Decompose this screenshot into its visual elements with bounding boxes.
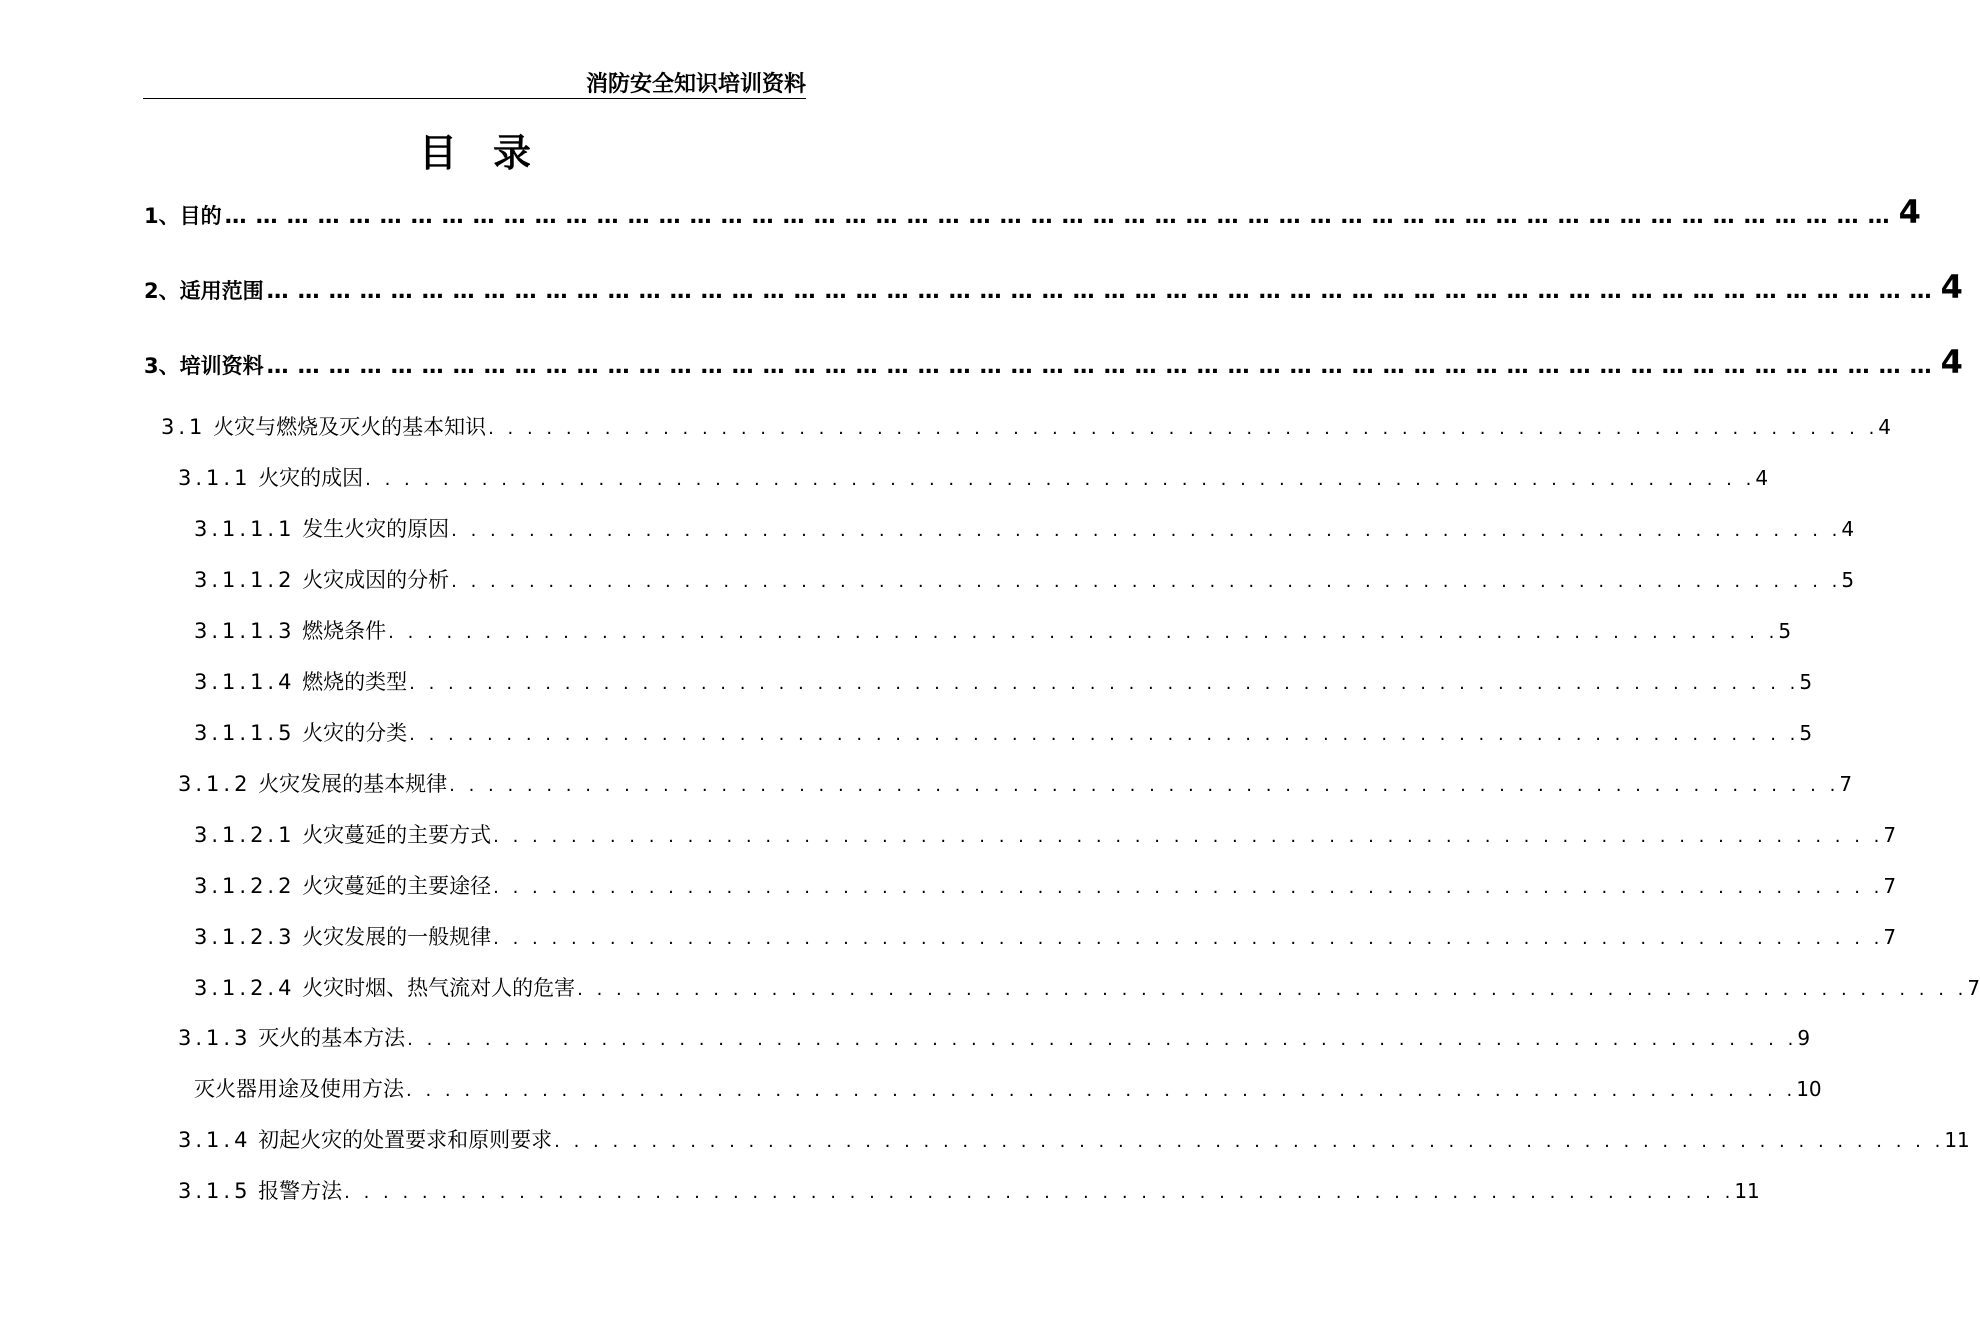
toc-entry-number: 3、 — [144, 354, 180, 378]
dot-leader: . . . . . . . . . . . . . . . . . . . . . . . . . . . . . . . . . . . . . . . . . . . . . . . . . . . . . . . . . . . . . . . . . . . . . . . . — [493, 928, 1884, 949]
toc-entry-number: 3.1.1.5 — [194, 721, 296, 745]
toc-entry-text: 报警方法 — [258, 1179, 343, 1203]
toc-entry-page: 9 — [1797, 1026, 1811, 1050]
toc-entry[interactable] — [194, 921, 1897, 953]
dot-leader: . . . . . . . . . . . . . . . . . . . . . . . . . . . . . . . . . . . . . . . . . . . . . . . . . . . . . . . . . . . . . . . . . . . . . . . . — [488, 418, 1879, 439]
dot-leader: ……………………………………………………………………………………………………………………………………………… — [224, 204, 1899, 229]
toc-entry-number: 3.1.1 — [178, 466, 252, 490]
toc-entry[interactable] — [178, 1175, 1760, 1207]
toc-entry[interactable] — [194, 1073, 1822, 1105]
toc-entry-page: 4 — [1755, 466, 1769, 490]
toc-entry-text: 火灾时烟、热气流对人的危害 — [302, 976, 576, 1000]
toc-entry-number: 3.1.5 — [178, 1179, 252, 1203]
toc-entry-page: 7 — [1883, 823, 1897, 847]
toc-entry-page: 4 — [1898, 193, 1921, 231]
toc-entry-text: 火灾的分类 — [302, 721, 408, 745]
toc-entry-number: 3.1.1.2 — [194, 568, 296, 592]
toc-entry-number: 3.1 — [161, 415, 207, 439]
dot-leader: . . . . . . . . . . . . . . . . . . . . . . . . . . . . . . . . . . . . . . . . . . . . . . . . . . . . . . . . . . . . . . . . . . . . . . . . — [365, 469, 1756, 490]
toc-entry-page: 11 — [1734, 1179, 1760, 1203]
toc-title: 目录 — [418, 131, 567, 175]
toc-entry-text: 适用范围 — [179, 279, 264, 303]
toc-entry[interactable] — [178, 768, 1853, 800]
toc-entry-text: 火灾的成因 — [258, 466, 364, 490]
toc-entry-number: 3.1.2.3 — [194, 925, 296, 949]
toc-entry-page: 5 — [1841, 568, 1855, 592]
dot-leader: . . . . . . . . . . . . . . . . . . . . . . . . . . . . . . . . . . . . . . . . . . . . . . . . . . . . . . . . . . . . . . . . . . . . . . . . — [493, 826, 1884, 847]
toc-entry-page: 5 — [1778, 619, 1792, 643]
dot-leader: ……………………………………………………………………………………………………………………………………………… — [266, 279, 1941, 304]
toc-entry[interactable] — [178, 1124, 1970, 1156]
toc-entry-text: 火灾发展的基本规律 — [258, 772, 448, 796]
toc-entry-number: 3.1.2.4 — [194, 976, 296, 1000]
dot-leader: . . . . . . . . . . . . . . . . . . . . . . . . . . . . . . . . . . . . . . . . . . . . . . . . . . . . . . . . . . . . . . . . . . . . . . . . — [449, 775, 1840, 796]
toc-entry-page: 7 — [1883, 925, 1897, 949]
toc-entry-page: 4 — [1878, 415, 1892, 439]
toc-entry-text: 火灾与燃烧及灭火的基本知识 — [213, 415, 487, 439]
toc-entry[interactable] — [178, 1022, 1811, 1054]
dot-leader: . . . . . . . . . . . . . . . . . . . . . . . . . . . . . . . . . . . . . . . . . . . . . . . . . . . . . . . . . . . . . . . . . . . . . . . . — [409, 673, 1800, 694]
toc-entry-text: 目的 — [179, 204, 222, 228]
toc-entry[interactable] — [194, 513, 1855, 545]
dot-leader: . . . . . . . . . . . . . . . . . . . . . . . . . . . . . . . . . . . . . . . . . . . . . . . . . . . . . . . . . . . . . . . . . . . . . . . . — [407, 1029, 1798, 1050]
toc-entry-page: 5 — [1799, 721, 1813, 745]
dot-leader: . . . . . . . . . . . . . . . . . . . . . . . . . . . . . . . . . . . . . . . . . . . . . . . . . . . . . . . . . . . . . . . . . . . . . . . . — [388, 622, 1779, 643]
toc-entry-page: 7 — [1839, 772, 1853, 796]
dot-leader: . . . . . . . . . . . . . . . . . . . . . . . . . . . . . . . . . . . . . . . . . . . . . . . . . . . . . . . . . . . . . . . . . . . . . . . . — [344, 1182, 1735, 1203]
toc-entry-page: 4 — [1841, 517, 1855, 541]
dot-leader: . . . . . . . . . . . . . . . . . . . . . . . . . . . . . . . . . . . . . . . . . . . . . . . . . . . . . . . . . . . . . . . . . . . . . . . . — [451, 571, 1842, 592]
toc-entry-page: 11 — [1944, 1128, 1970, 1152]
dot-leader: . . . . . . . . . . . . . . . . . . . . . . . . . . . . . . . . . . . . . . . . . . . . . . . . . . . . . . . . . . . . . . . . . . . . . . . . — [493, 877, 1884, 898]
toc-entry[interactable] — [161, 411, 1892, 443]
toc-entry-page: 7 — [1883, 874, 1897, 898]
toc-entry-page: 7 — [1967, 976, 1980, 1000]
dot-leader: ……………………………………………………………………………………………………………………………………………… — [266, 354, 1941, 379]
toc-entry-page: 10 — [1796, 1077, 1822, 1101]
toc-entry-number: 3.1.2 — [178, 772, 252, 796]
dot-leader: . . . . . . . . . . . . . . . . . . . . . . . . . . . . . . . . . . . . . . . . . . . . . . . . . . . . . . . . . . . . . . . . . . . . . . . . — [554, 1131, 1945, 1152]
toc-entry[interactable] — [178, 462, 1769, 494]
toc-entry-text: 火灾蔓延的主要方式 — [302, 823, 492, 847]
toc-entry-text: 培训资料 — [179, 354, 264, 378]
toc-entry-text: 初起火灾的处置要求和原则要求 — [258, 1128, 553, 1152]
toc-entry-text: 燃烧的类型 — [302, 670, 408, 694]
toc-entry-text: 火灾发展的一般规律 — [302, 925, 492, 949]
dot-leader: . . . . . . . . . . . . . . . . . . . . . . . . . . . . . . . . . . . . . . . . . . . . . . . . . . . . . . . . . . . . . . . . . . . . . . . . — [406, 1080, 1797, 1101]
toc-entry[interactable] — [194, 666, 1813, 698]
toc-entry-number: 3.1.2.1 — [194, 823, 296, 847]
running-header: 消防安全知识培训资料 — [585, 72, 806, 97]
toc-entry-number: 1、 — [144, 204, 180, 228]
toc-entry-text: 火灾蔓延的主要途径 — [302, 874, 492, 898]
toc-entry[interactable] — [194, 972, 1980, 1004]
toc-entry-number: 3.1.4 — [178, 1128, 252, 1152]
toc-entry-number: 3.1.1.4 — [194, 670, 296, 694]
toc-entry-text: 灭火器用途及使用方法 — [194, 1077, 404, 1101]
toc-entry-number: 2、 — [144, 279, 180, 303]
header-rule — [143, 98, 806, 99]
toc-entry-number: 3.1.3 — [178, 1026, 252, 1050]
toc-entry-page: 4 — [1940, 268, 1963, 306]
toc-entry[interactable] — [194, 870, 1897, 902]
dot-leader: . . . . . . . . . . . . . . . . . . . . . . . . . . . . . . . . . . . . . . . . . . . . . . . . . . . . . . . . . . . . . . . . . . . . . . . . — [451, 520, 1842, 541]
toc-entry-number: 3.1.1.1 — [194, 517, 296, 541]
dot-leader: . . . . . . . . . . . . . . . . . . . . . . . . . . . . . . . . . . . . . . . . . . . . . . . . . . . . . . . . . . . . . . . . . . . . . . . . — [577, 979, 1968, 1000]
toc-entry-text: 燃烧条件 — [302, 619, 387, 643]
toc-entry[interactable] — [194, 564, 1855, 596]
toc-entry[interactable] — [194, 819, 1897, 851]
toc-entry[interactable] — [194, 615, 1792, 647]
toc-entry-number: 3.1.1.3 — [194, 619, 296, 643]
toc-entry-text: 灭火的基本方法 — [258, 1026, 406, 1050]
toc-entry-page: 5 — [1799, 670, 1813, 694]
toc-entry[interactable] — [144, 193, 1921, 231]
toc-entry-text: 发生火灾的原因 — [302, 517, 450, 541]
toc-entry-number: 3.1.2.2 — [194, 874, 296, 898]
toc-entry[interactable] — [144, 268, 1963, 306]
toc-entry-text: 火灾成因的分析 — [302, 568, 450, 592]
toc-entry[interactable] — [144, 343, 1963, 381]
toc-entry-page: 4 — [1940, 343, 1963, 381]
toc-entry[interactable] — [194, 717, 1813, 749]
dot-leader: . . . . . . . . . . . . . . . . . . . . . . . . . . . . . . . . . . . . . . . . . . . . . . . . . . . . . . . . . . . . . . . . . . . . . . . . — [409, 724, 1800, 745]
